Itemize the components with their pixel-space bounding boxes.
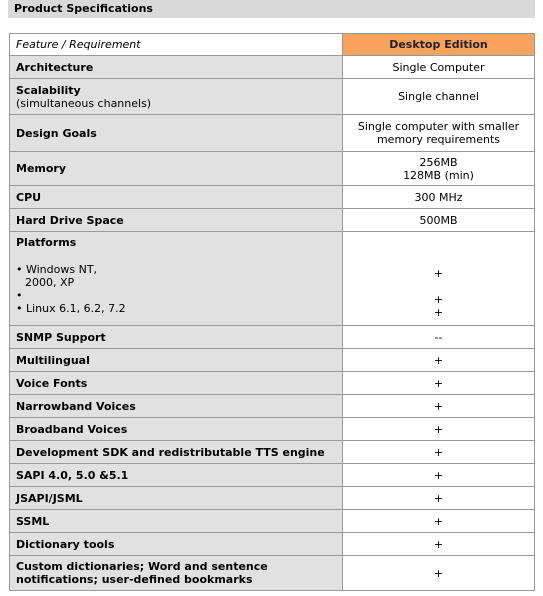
- page-title: Product Specifications: [14, 2, 153, 15]
- row-value: [343, 232, 535, 326]
- row-value: +: [343, 441, 535, 464]
- value-line: memory requirements: [376, 133, 501, 146]
- row-label: SNMP Support: [10, 326, 343, 349]
- row-label-line: notifications; user-defined bookmarks: [16, 573, 253, 586]
- row-label: Voice Fonts: [10, 372, 343, 395]
- row-value: Single Computer: [343, 56, 535, 79]
- row-label: [10, 232, 343, 326]
- row-value: +: [343, 464, 535, 487]
- row-label: Dictionary tools: [10, 533, 343, 556]
- value-line: +: [433, 267, 444, 280]
- row-label-main: Platforms: [16, 236, 77, 249]
- title-bar: [8, 0, 535, 18]
- row-value: +: [343, 487, 535, 510]
- row-value: +: [343, 372, 535, 395]
- platform-item-cont: 2000, XP: [25, 276, 75, 289]
- row-value: [343, 115, 535, 152]
- spec-table: [9, 33, 535, 591]
- row-value: [343, 152, 535, 186]
- row-label: Narrowband Voices: [10, 395, 343, 418]
- row-label: Memory: [10, 152, 343, 186]
- row-label: Development SDK and redistributable TTS engine: [10, 441, 343, 464]
- header-feature: Feature / Requirement: [10, 34, 343, 56]
- table-row: [10, 79, 535, 115]
- row-value: 300 MHz: [343, 186, 535, 209]
- table-row: [10, 349, 535, 372]
- row-label: [10, 556, 343, 591]
- row-label: Broadband Voices: [10, 418, 343, 441]
- table-row: [10, 556, 535, 591]
- row-label: Hard Drive Space: [10, 209, 343, 232]
- table-row: [10, 372, 535, 395]
- table-row: [10, 326, 535, 349]
- value-line: +: [433, 293, 444, 306]
- value-line: 128MB (min): [403, 168, 474, 182]
- row-label: [10, 79, 343, 115]
- row-value: +: [343, 349, 535, 372]
- table-row: [10, 56, 535, 79]
- row-label-main: Scalability: [16, 83, 81, 97]
- row-label: Multilingual: [10, 349, 343, 372]
- table-header-row: [10, 34, 535, 56]
- row-value: --: [343, 326, 535, 349]
- platform-item: • Linux 6.1, 6.2, 7.2: [16, 302, 126, 315]
- value-line: Single computer with smaller: [357, 120, 520, 133]
- header-edition: Desktop Edition: [343, 34, 535, 56]
- platform-item: • Windows NT,: [16, 263, 98, 276]
- table-row: [10, 487, 535, 510]
- row-value: 500MB: [343, 209, 535, 232]
- table-row: [10, 510, 535, 533]
- table-row: [10, 441, 535, 464]
- table-row: [10, 395, 535, 418]
- row-value: Single channel: [343, 79, 535, 115]
- table-row: [10, 209, 535, 232]
- value-line: +: [433, 306, 444, 319]
- row-label: Architecture: [10, 56, 343, 79]
- row-label: Design Goals: [10, 115, 343, 152]
- table-row: [10, 232, 535, 326]
- row-label: CPU: [10, 186, 343, 209]
- table-row: [10, 152, 535, 186]
- table-row: [10, 533, 535, 556]
- row-label: SAPI 4.0, 5.0 &5.1: [10, 464, 343, 487]
- row-label-line: Custom dictionaries; Word and sentence: [16, 560, 268, 573]
- value-line: [349, 280, 528, 293]
- table-row: [10, 464, 535, 487]
- row-value: +: [343, 418, 535, 441]
- row-value: +: [343, 510, 535, 533]
- platform-item: •: [16, 289, 23, 302]
- row-value: +: [343, 533, 535, 556]
- row-label: JSAPI/JSML: [10, 487, 343, 510]
- table-row: [10, 418, 535, 441]
- row-value: +: [343, 556, 535, 591]
- row-label: SSML: [10, 510, 343, 533]
- row-label-sub: (simultaneous channels): [16, 96, 152, 110]
- table-row: [10, 186, 535, 209]
- row-value: +: [343, 395, 535, 418]
- value-line: 256MB: [419, 155, 458, 169]
- table-row: [10, 115, 535, 152]
- platform-list: [16, 263, 336, 315]
